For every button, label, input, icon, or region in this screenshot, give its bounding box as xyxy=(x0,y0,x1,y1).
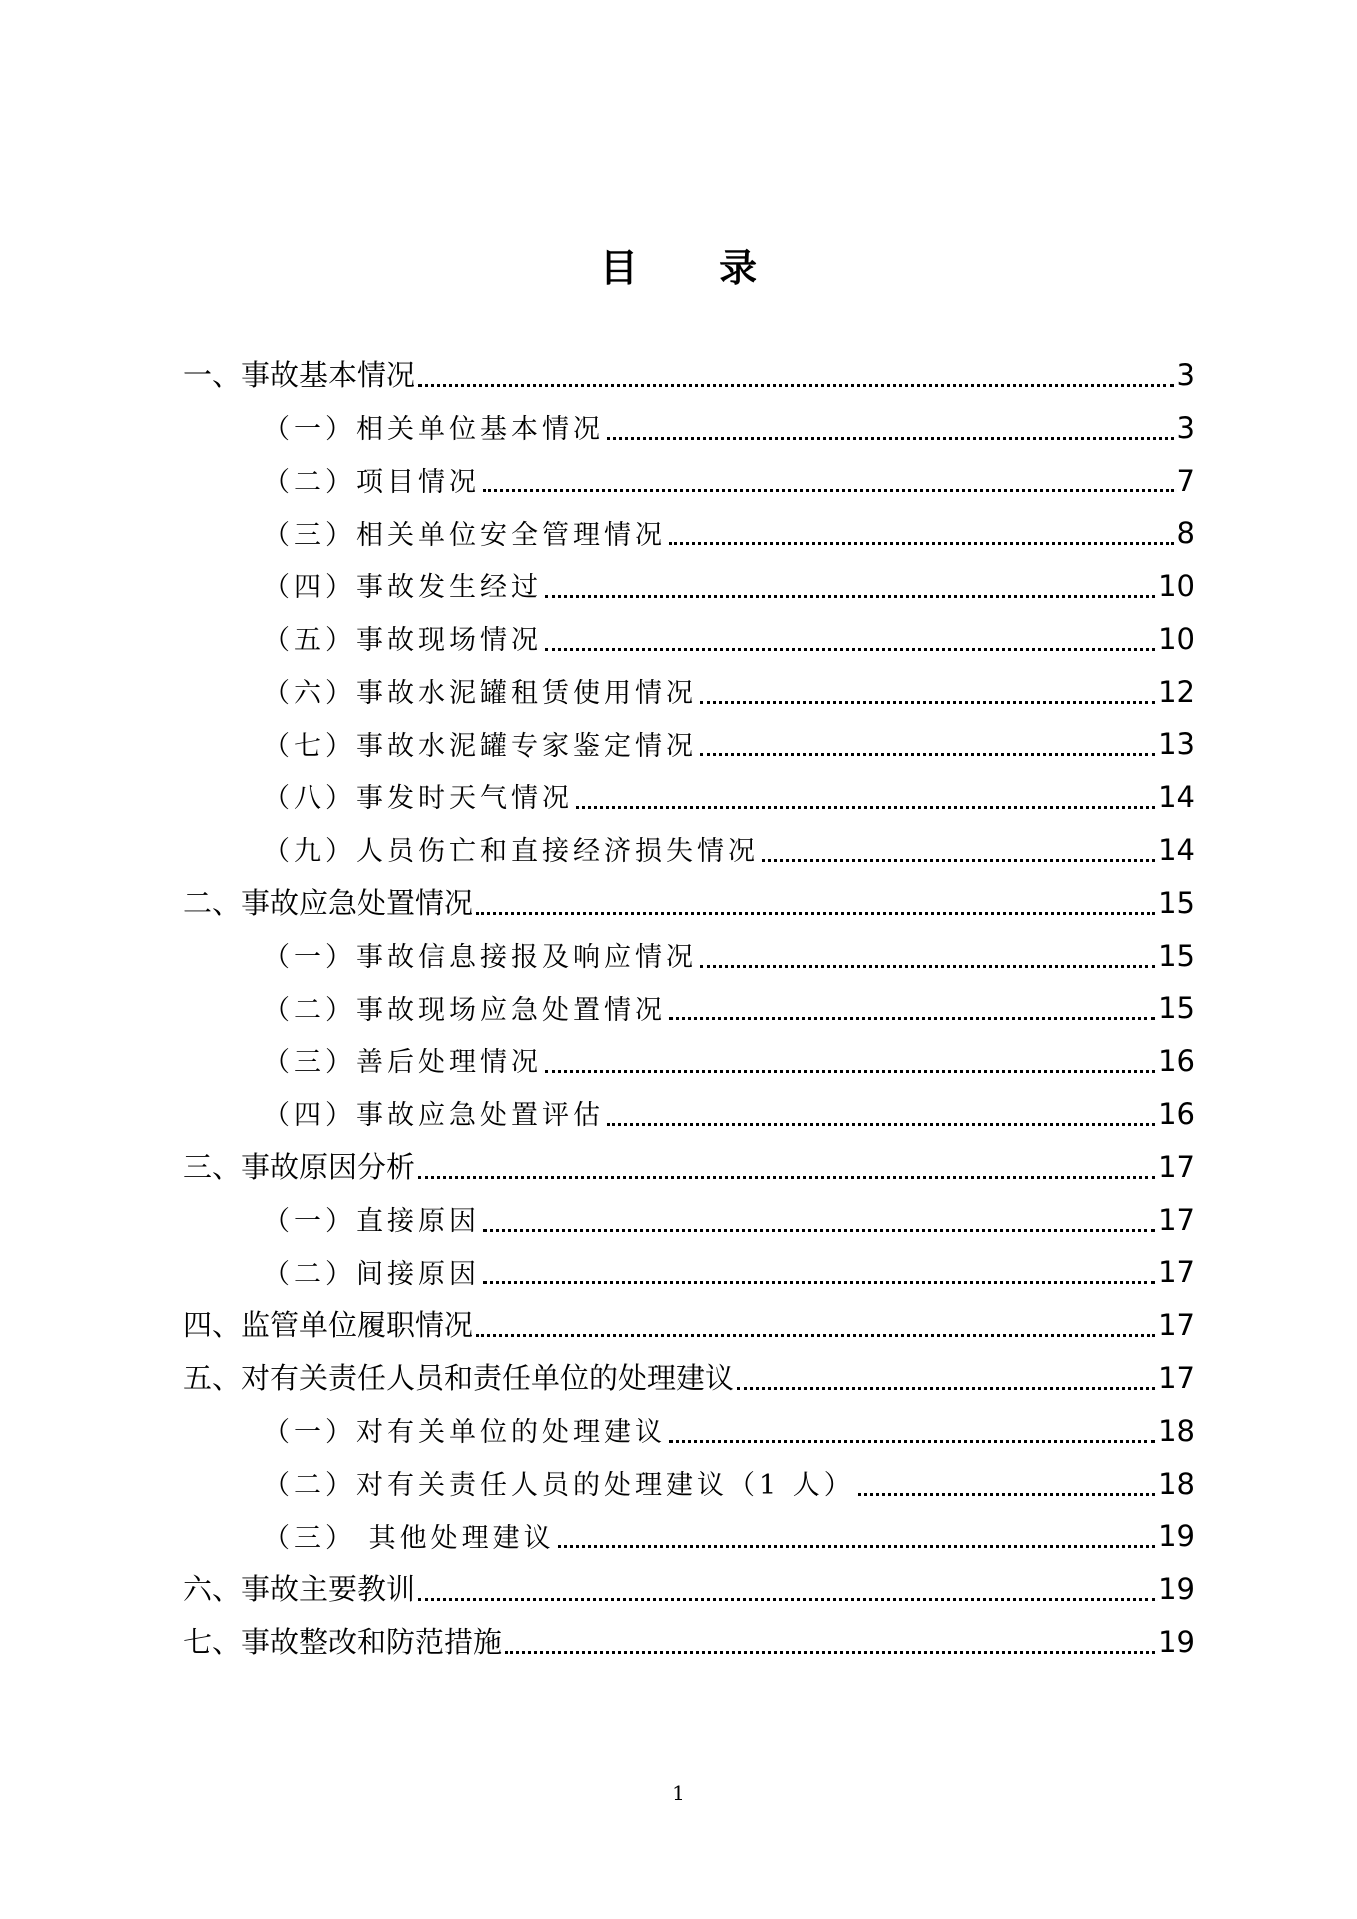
toc-leader-dots xyxy=(483,489,1174,492)
toc-leader-dots xyxy=(545,595,1155,598)
toc-entry-label: （七）事故水泥罐专家鉴定情况 xyxy=(263,730,697,762)
toc-leader-dots xyxy=(762,859,1155,862)
toc-entry-5-1[interactable] xyxy=(183,1407,1195,1460)
toc-entry-label: （二）间接原因 xyxy=(263,1258,480,1290)
toc-entry-page: 15 xyxy=(1158,991,1195,1026)
toc-entry-label: （三）相关单位安全管理情况 xyxy=(263,519,666,551)
toc-entry-page: 14 xyxy=(1158,833,1195,868)
toc-entry-label: （二）事故现场应急处置情况 xyxy=(263,994,666,1026)
toc-entry-label: （二）对有关责任人员的处理建议（1 人） xyxy=(263,1469,855,1501)
toc-leader-dots xyxy=(607,437,1174,440)
toc-leader-dots xyxy=(858,1493,1155,1496)
toc-leader-dots xyxy=(418,1176,1155,1179)
toc-entry-1-6[interactable] xyxy=(183,668,1195,721)
toc-leader-dots xyxy=(700,965,1155,968)
toc-entry-1-4[interactable] xyxy=(183,562,1195,615)
toc-entry-label: 四、监管单位履职情况 xyxy=(183,1308,474,1343)
toc-entry-label: （三） 其他处理建议 xyxy=(263,1522,555,1554)
toc-entry-label: （一）事故信息接报及响应情况 xyxy=(263,941,697,973)
toc-entry-page: 17 xyxy=(1158,1308,1195,1343)
toc-entry-label: 三、事故原因分析 xyxy=(183,1149,416,1184)
toc-entry-2-3[interactable] xyxy=(183,1037,1195,1090)
toc-entry-label: （六）事故水泥罐租赁使用情况 xyxy=(263,677,697,709)
toc-leader-dots xyxy=(483,1229,1155,1232)
page-number: 1 xyxy=(672,1781,685,1805)
toc-entry-section-2[interactable] xyxy=(183,879,1195,932)
toc-entry-1-7[interactable] xyxy=(183,721,1195,774)
toc-entry-page: 8 xyxy=(1176,516,1195,551)
toc-entry-page: 19 xyxy=(1158,1519,1195,1554)
toc-entry-2-2[interactable] xyxy=(183,985,1195,1038)
toc-entry-label: 七、事故整改和防范措施 xyxy=(183,1625,503,1660)
toc-leader-dots xyxy=(545,648,1155,651)
toc-entry-page: 3 xyxy=(1176,357,1195,392)
toc-entry-label: （八）事发时天气情况 xyxy=(263,783,573,815)
toc-leader-dots xyxy=(669,542,1174,545)
toc-entry-5-2[interactable] xyxy=(183,1460,1195,1513)
toc-entry-page: 17 xyxy=(1158,1202,1195,1237)
toc-entry-page: 15 xyxy=(1158,938,1195,973)
toc-entry-1-3[interactable] xyxy=(183,509,1195,562)
toc-entry-page: 17 xyxy=(1158,1361,1195,1396)
toc-leader-dots xyxy=(483,1281,1155,1284)
toc-entry-label: 一、事故基本情况 xyxy=(183,357,416,392)
toc-entry-section-5[interactable] xyxy=(183,1354,1195,1407)
toc-entry-1-2[interactable] xyxy=(183,457,1195,510)
toc-entry-label: （四）事故发生经过 xyxy=(263,572,542,604)
toc-leader-dots xyxy=(418,1598,1155,1601)
toc-entry-page: 16 xyxy=(1158,1097,1195,1132)
toc-leader-dots xyxy=(700,701,1155,704)
toc-entry-page: 16 xyxy=(1158,1044,1195,1079)
toc-entry-section-7[interactable] xyxy=(183,1618,1195,1671)
toc-entry-label: 六、事故主要教训 xyxy=(183,1572,416,1607)
toc-entry-section-1[interactable] xyxy=(183,351,1195,404)
table-of-contents xyxy=(183,351,1195,1671)
toc-entry-page: 15 xyxy=(1158,885,1195,920)
toc-entry-label: 五、对有关责任人员和责任单位的处理建议 xyxy=(183,1361,735,1396)
toc-entry-page: 19 xyxy=(1158,1572,1195,1607)
toc-entry-1-8[interactable] xyxy=(183,773,1195,826)
toc-entry-2-4[interactable] xyxy=(183,1090,1195,1143)
toc-entry-label: 二、事故应急处置情况 xyxy=(183,885,474,920)
toc-entry-label: （一）直接原因 xyxy=(263,1205,480,1237)
toc-entry-section-6[interactable] xyxy=(183,1565,1195,1618)
toc-leader-dots xyxy=(545,1070,1155,1073)
toc-entry-page: 10 xyxy=(1158,569,1195,604)
toc-entry-page: 14 xyxy=(1158,780,1195,815)
toc-entry-2-1[interactable] xyxy=(183,932,1195,985)
toc-entry-label: （一）相关单位基本情况 xyxy=(263,413,604,445)
toc-entry-3-2[interactable] xyxy=(183,1249,1195,1302)
toc-entry-label: （九）人员伤亡和直接经济损失情况 xyxy=(263,836,759,868)
toc-entry-page: 12 xyxy=(1158,674,1195,709)
toc-entry-page: 19 xyxy=(1158,1625,1195,1660)
toc-entry-section-4[interactable] xyxy=(183,1301,1195,1354)
toc-leader-dots xyxy=(476,912,1155,915)
toc-entry-label: （四）事故应急处置评估 xyxy=(263,1100,604,1132)
toc-entry-5-3[interactable] xyxy=(183,1513,1195,1566)
toc-leader-dots xyxy=(737,1387,1155,1390)
toc-leader-dots xyxy=(669,1440,1155,1443)
toc-entry-label: （一）对有关单位的处理建议 xyxy=(263,1417,666,1449)
toc-entry-page: 13 xyxy=(1158,727,1195,762)
toc-leader-dots xyxy=(669,1017,1155,1020)
toc-leader-dots xyxy=(607,1123,1155,1126)
toc-entry-page: 17 xyxy=(1158,1255,1195,1290)
toc-leader-dots xyxy=(476,1334,1155,1337)
toc-entry-section-3[interactable] xyxy=(183,1143,1195,1196)
toc-entry-page: 18 xyxy=(1158,1413,1195,1448)
toc-entry-3-1[interactable] xyxy=(183,1196,1195,1249)
toc-entry-label: （五）事故现场情况 xyxy=(263,625,542,657)
toc-leader-dots xyxy=(558,1545,1156,1548)
toc-entry-page: 18 xyxy=(1158,1466,1195,1501)
toc-entry-1-5[interactable] xyxy=(183,615,1195,668)
toc-entry-page: 10 xyxy=(1158,621,1195,656)
toc-entry-page: 7 xyxy=(1176,463,1195,498)
toc-entry-1-9[interactable] xyxy=(183,826,1195,879)
toc-entry-label: （三）善后处理情况 xyxy=(263,1047,542,1079)
toc-entry-page: 3 xyxy=(1176,410,1195,445)
toc-leader-dots xyxy=(418,384,1174,387)
toc-entry-page: 17 xyxy=(1158,1149,1195,1184)
toc-leader-dots xyxy=(700,753,1155,756)
toc-leader-dots xyxy=(505,1651,1155,1654)
page-title: 目 录 xyxy=(599,245,792,290)
toc-entry-1-1[interactable] xyxy=(183,404,1195,457)
toc-entry-label: （二）项目情况 xyxy=(263,466,480,498)
toc-leader-dots xyxy=(576,806,1155,809)
